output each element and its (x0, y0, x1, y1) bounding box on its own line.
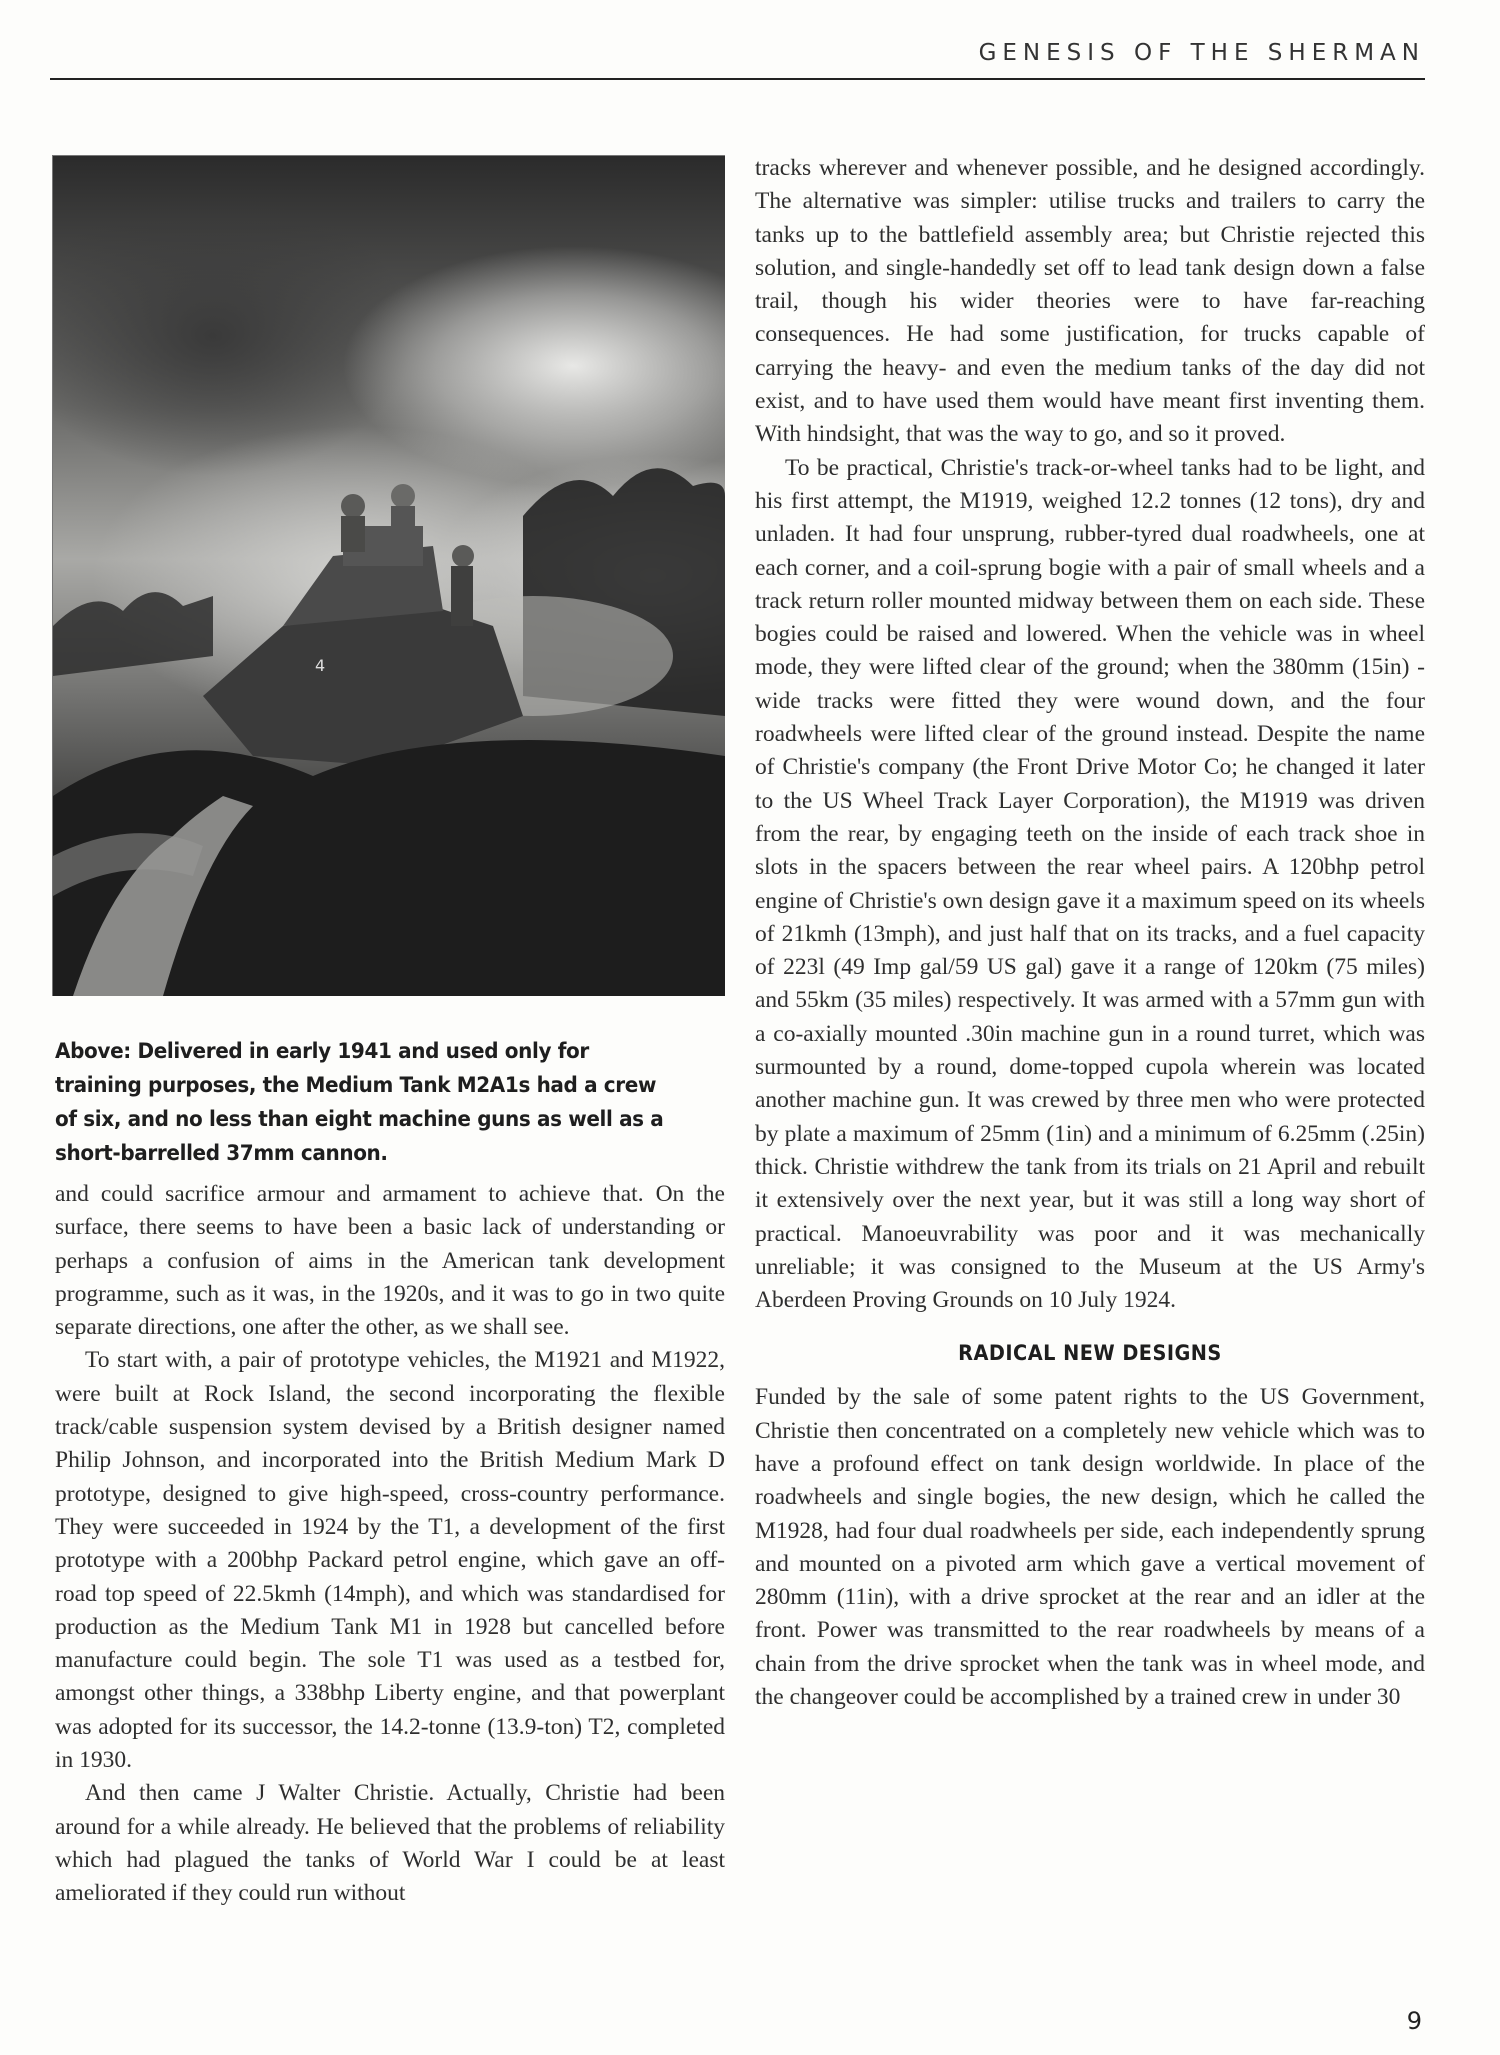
paragraph: tracks wherever and whenever possible, and he designed accordingly. The alternative was simpler: utilise trucks and trailers to carry the tanks up to the battlefield assembly area; but Christie rejected this solution, and single-handedly set off to lead tank design down a false trail, though his wider theories were to have far-reaching consequences. He had some justification, for trucks capable of carrying the heavy- and even the medium tanks of the day did not exist, and to have used them would have meant first inventing them. With hindsight, that was the way to go, and so it proved. (755, 155, 1425, 448)
running-header: GENESIS OF THE SHERMAN (978, 40, 1425, 66)
tank-photograph (52, 155, 725, 996)
paragraph: and could sacrifice armour and armament to achieve that. On the surface, there seems to have been a basic lack of understanding or perhaps a confusion of aims in the American tank development programme, such as it was, in the 1920s, and it was to go in two quite separate directions, one after the other, as we shall see. (55, 1181, 725, 1341)
section-heading: RADICAL NEW DESIGNS (958, 1341, 1222, 1366)
left-column (55, 1178, 725, 1911)
photo-scene (53, 156, 725, 996)
header-rule (50, 78, 1425, 80)
svg-text:4: 4 (315, 656, 326, 675)
paragraph: And then came J Walter Christie. Actually, Christie had been around for a while already. He believed that the problems of reliability which had plagued the tanks of World War I could be at least ameliorated if they could run without (55, 1780, 725, 1907)
right-column (755, 152, 1425, 1714)
paragraph: Funded by the sale of some patent rights to the US Government, Christie then concentrated on a completely new vehicle which was to have a profound effect on tank design worldwide. In place of the roadwheels and single bogies, the new design, which he called the M1928, had four dual roadwheels per side, each independently sprung and mounted on a pivoted arm which gave a vertical movement of 280mm (11in), with a drive sprocket at the rear and an idler at the front. Power was transmitted to the rear roadwheels by means of a chain from the drive sprocket when the tank was in wheel mode, and the changeover could be accomplished by a trained crew in under 30 (755, 1384, 1425, 1711)
paragraph: To be practical, Christie's track-or-wheel tanks had to be light, and his first attempt, the M1919, weighed 12.2 tonnes (12 tons), dry and unladen. It had four unsprung, rubber-tyred dual roadwheels, one at each corner, and a coil-sprung bogie with a pair of small wheels and a track return roller mounted midway between them on each side. These bogies could be raised and lowered. When the vehicle was in wheel mode, they were lifted clear of the ground; when the 380mm (15in) -wide tracks were fitted they were wound down, and the four roadwheels were lifted clear of the ground instead. Despite the name of Christie's company (the Front Drive Motor Co; he changed it later to the US Wheel Track Layer Corporation), the M1919 was driven from the rear, by engaging teeth on the inside of each track shoe in slots in the spacers between the rear wheel pairs. A 120bhp petrol engine of Christie's own design gave it a maximum speed on its wheels of 21kmh (13mph), and just half that on its tracks, and a fuel capacity of 223l (49 Imp gal/59 US gal) gave it a range of 120km (75 miles) and 55km (35 miles) respectively. It was armed with a 57mm gun with a co-axially mounted .30in machine gun in a round turret, which was surmounted by a round, dome-topped cupola wherein was located another machine gun. It was crewed by three men who were protected by plate a maximum of 25mm (1in) and a minimum of 6.25mm (.25in) thick. Christie withdrew the tank from its trials on 21 April and rebuilt it extensively over the next year, but it was still a long way short of practical. Manoeuvrability was poor and it was mechanically unreliable; it was consigned to the Museum at the US Army's Aberdeen Proving Grounds on 10 July 1924. (755, 454, 1425, 1314)
paragraph: To start with, a pair of prototype vehicles, the M1921 and M1922, were built at Rock Island, the second incorporating the flexible track/cable suspension system devised by a British designer named Philip Johnson, and incorporated into the British Medium Mark D prototype, designed to give high-speed, cross-country performance. They were succeeded in 1924 by the T1, a development of the first prototype with a 200bhp Packard petrol engine, which gave an off-road top speed of 22.5kmh (14mph), and which was standardised for production as the Medium Tank M1 in 1928 but cancelled before manufacture could begin. The sole T1 was used as a testbed for, amongst other things, a 338bhp Liberty engine, and that powerplant was adopted for its successor, the 14.2-tonne (13.9-ton) T2, completed in 1930. (55, 1347, 725, 1774)
page-number: 9 (1406, 2007, 1422, 2035)
figure-caption: Above: Delivered in early 1941 and used only for training purposes, the Medium Tank M2A1s had a crew of six, and no less than eight machine guns as well as a short-barrelled 37mm cannon. (55, 1039, 664, 1166)
